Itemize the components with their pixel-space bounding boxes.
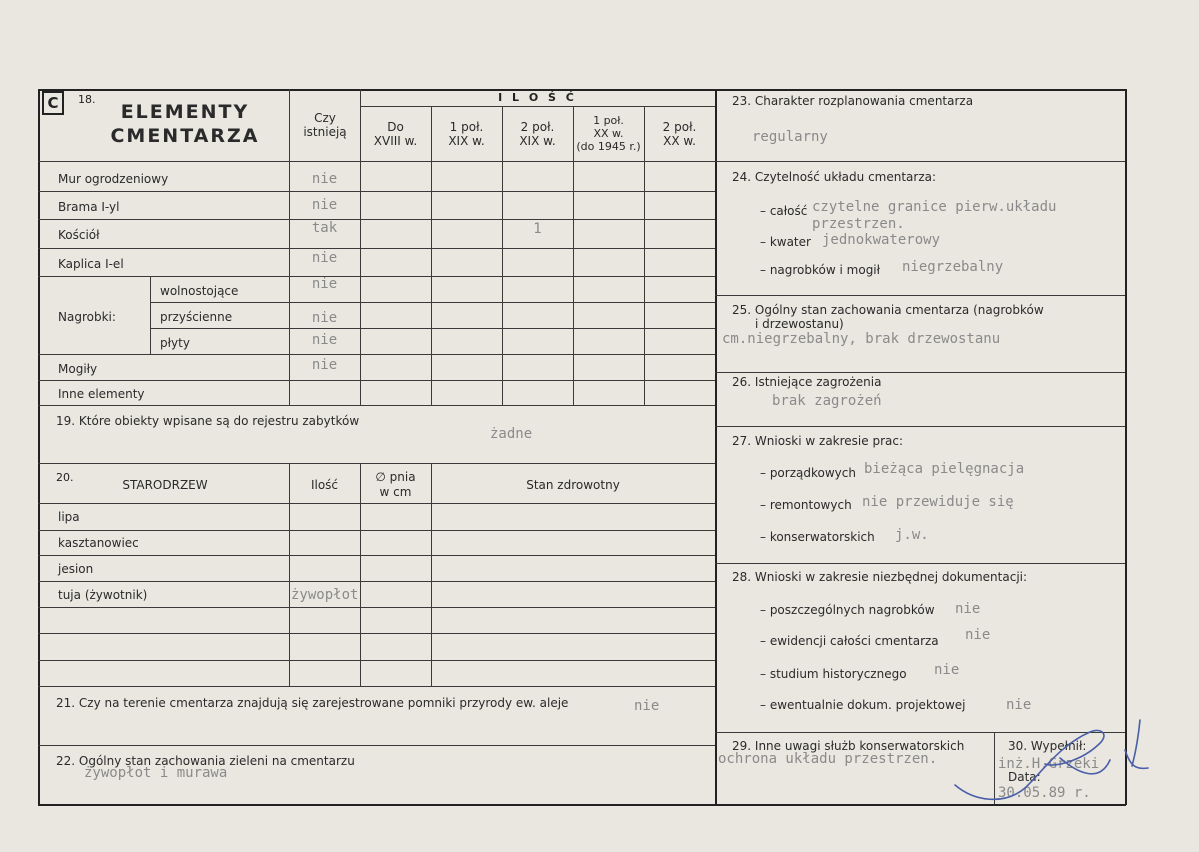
s20-col-line bbox=[289, 463, 290, 686]
s20-col-line bbox=[360, 463, 361, 686]
period-1: Do XVIII w. bbox=[373, 120, 418, 148]
s21-value: nie bbox=[634, 698, 660, 714]
s27-item-value: j.w. bbox=[895, 527, 929, 543]
nagrobki-label: Nagrobki: bbox=[58, 310, 116, 324]
col-exists-line2: istnieją bbox=[303, 125, 347, 139]
qty-sub-line bbox=[360, 106, 715, 107]
s19-bottom bbox=[38, 463, 715, 464]
nagrobki-sub-label: płyty bbox=[160, 336, 190, 350]
exists-value: nie bbox=[311, 357, 338, 373]
element-label: Mur ogrodzeniowy bbox=[58, 172, 169, 186]
s25-label-1: 25. Ogólny stan zachowania cmentarza (nagrobków bbox=[732, 303, 1044, 317]
s29-label: 29. Inne uwagi służb konserwatorskich bbox=[732, 739, 965, 753]
s25-bottom bbox=[715, 372, 1125, 373]
s19-label: 19. Które obiekty wpisane są do rejestru zabytków bbox=[56, 414, 360, 428]
s25-value: cm.niegrzebalny, brak drzewostanu bbox=[722, 331, 1001, 347]
tree-label: lipa bbox=[58, 510, 80, 524]
s28-item-label: – poszczególnych nagrobków bbox=[760, 603, 935, 617]
exists-value: nie bbox=[311, 250, 338, 266]
period-5: 2 poł. XX w. bbox=[662, 120, 697, 148]
row-line bbox=[38, 530, 715, 531]
section-letter-box: C bbox=[42, 91, 64, 115]
nagrobki-sub-label: wolnostojące bbox=[160, 284, 239, 298]
row-line bbox=[38, 219, 715, 220]
s23-bottom bbox=[715, 161, 1125, 162]
frame-middle bbox=[715, 89, 717, 805]
s28-item-label: – ewentualnie dokum. projektowej bbox=[760, 698, 966, 712]
frame-right bbox=[1125, 89, 1127, 805]
s20-col-qty: Ilość bbox=[310, 478, 339, 492]
row-line bbox=[150, 302, 715, 303]
s24-bottom bbox=[715, 295, 1125, 296]
s24-item-value: czytelne granice pierw.układu bbox=[812, 199, 1057, 215]
s23-label: 23. Charakter rozplanowania cmentarza bbox=[732, 94, 974, 108]
row-line bbox=[38, 191, 715, 192]
s21-bottom bbox=[38, 745, 715, 746]
row-line bbox=[38, 581, 715, 582]
tree-label: kasztanowiec bbox=[58, 536, 139, 550]
s21-label: 21. Czy na terenie cmentarza znajdują się zarejestrowane pomniki przyrody ew. aleje bbox=[56, 696, 569, 710]
s20-bottom bbox=[38, 686, 715, 687]
col-line-b bbox=[360, 89, 361, 405]
s28-item-value: nie bbox=[1006, 697, 1032, 713]
s26-label: 26. Istniejące zagrożenia bbox=[732, 375, 882, 389]
s24-label: 24. Czytelność układu cmentarza: bbox=[732, 170, 937, 184]
row-line bbox=[38, 555, 715, 556]
row-line bbox=[38, 633, 715, 634]
s24-item-label: – kwater bbox=[760, 235, 811, 249]
period-3: 2 poł. XIX w. bbox=[519, 120, 556, 148]
s24-item-value: niegrzebalny bbox=[902, 259, 1004, 275]
element-label: Kościół bbox=[58, 228, 100, 242]
row-line bbox=[38, 660, 715, 661]
exists-value: nie bbox=[311, 197, 338, 213]
signature bbox=[950, 710, 1160, 810]
s19-value: żadne bbox=[490, 426, 533, 442]
s18-bottom bbox=[38, 405, 715, 406]
row-line bbox=[38, 607, 715, 608]
row-line bbox=[38, 354, 715, 355]
tree-label: tuja (żywotnik) bbox=[58, 588, 148, 602]
s30-value: inż.H.Grzeki bbox=[998, 756, 1100, 772]
s29-value: ochrona układu przestrzen. bbox=[718, 751, 938, 767]
row-line bbox=[38, 248, 715, 249]
row-line bbox=[38, 276, 715, 277]
period-2: 1 poł. XIX w. bbox=[448, 120, 485, 148]
s20-title: STARODRZEW bbox=[122, 478, 208, 492]
s20-header-bottom bbox=[38, 503, 715, 504]
s28-item-label: – ewidencji całości cmentarza bbox=[760, 634, 939, 648]
tree-label: jesion bbox=[58, 562, 94, 576]
element-label: Brama I-yl bbox=[58, 200, 120, 214]
s24-item-label: – całość bbox=[760, 204, 808, 218]
col-line-c bbox=[431, 106, 432, 405]
element-label: Kaplica I-el bbox=[58, 257, 124, 271]
s28-item-value: nie bbox=[955, 601, 981, 617]
s18-number: 18. bbox=[78, 93, 96, 106]
s27-item-label: – porządkowych bbox=[760, 466, 856, 480]
s28-item-label: – studium historycznego bbox=[760, 667, 907, 681]
col-line-e bbox=[573, 106, 574, 405]
exists-value: nie bbox=[311, 276, 338, 292]
s20-col-diam-1: ∅ pnia bbox=[375, 470, 416, 484]
quantity-value: 1 bbox=[533, 221, 542, 237]
tree-qty-value: żywopłot bbox=[291, 587, 359, 603]
element-label: Inne elementy bbox=[58, 387, 145, 401]
s24-item-label: – nagrobków i mogił bbox=[760, 263, 881, 277]
s27-bottom bbox=[715, 563, 1125, 564]
s28-item-value: nie bbox=[934, 662, 960, 678]
col-quantity-header: I L O Ś Ć bbox=[498, 91, 577, 104]
row-line bbox=[38, 380, 715, 381]
s22-label: 22. Ogólny stan zachowania zieleni na cmentarzu bbox=[56, 754, 355, 768]
s27-item-label: – konserwatorskich bbox=[760, 530, 875, 544]
s27-item-value: nie przewiduje się bbox=[862, 494, 1014, 510]
exists-value: tak bbox=[311, 220, 338, 236]
col-line-d bbox=[502, 106, 503, 405]
s24-item-value: przestrzen. bbox=[812, 216, 905, 232]
date-label: Data: bbox=[1008, 770, 1041, 784]
s18-title-line2: CMENTARZA bbox=[110, 125, 260, 147]
s27-item-value: bieżąca pielęgnacja bbox=[864, 461, 1025, 477]
s28-item-value: nie bbox=[965, 627, 991, 643]
s26-bottom bbox=[715, 426, 1125, 427]
s27-item-label: – remontowych bbox=[760, 498, 852, 512]
col-exists-line1: Czy bbox=[314, 111, 336, 125]
s20-col-health: Stan zdrowotny bbox=[526, 478, 620, 492]
period-4: 1 poł. XX w. (do 1945 r.) bbox=[576, 114, 641, 153]
exists-value: nie bbox=[311, 310, 338, 326]
s23-value: regularny bbox=[752, 129, 828, 145]
row-line bbox=[150, 328, 715, 329]
frame-left bbox=[38, 89, 40, 805]
nagrobki-sub-label: przyścienne bbox=[160, 310, 233, 324]
s18-header-bottom bbox=[38, 161, 715, 162]
s20-number: 20. bbox=[56, 471, 74, 484]
s18-title-line1: ELEMENTY bbox=[120, 101, 250, 123]
s30-label: 30. Wypełnił: bbox=[1008, 739, 1087, 753]
col-line-f bbox=[644, 106, 645, 405]
exists-value: nie bbox=[311, 332, 338, 348]
s20-col-line bbox=[431, 463, 432, 686]
s20-col-diam-2: w cm bbox=[379, 485, 412, 499]
s27-label: 27. Wnioski w zakresie prac: bbox=[732, 434, 904, 448]
element-label: Mogiły bbox=[58, 362, 98, 376]
s24-item-value: jednokwaterowy bbox=[822, 232, 941, 248]
s26-value: brak zagrożeń bbox=[772, 393, 882, 409]
exists-value: nie bbox=[311, 171, 338, 187]
s25-label-2: i drzewostanu) bbox=[755, 317, 844, 331]
nagrobki-divider bbox=[150, 276, 151, 354]
s28-label: 28. Wnioski w zakresie niezbędnej dokumentacji: bbox=[732, 570, 1028, 584]
date-value: 30.05.89 r. bbox=[998, 785, 1091, 801]
s22-value: żywopłot i murawa bbox=[84, 765, 228, 781]
